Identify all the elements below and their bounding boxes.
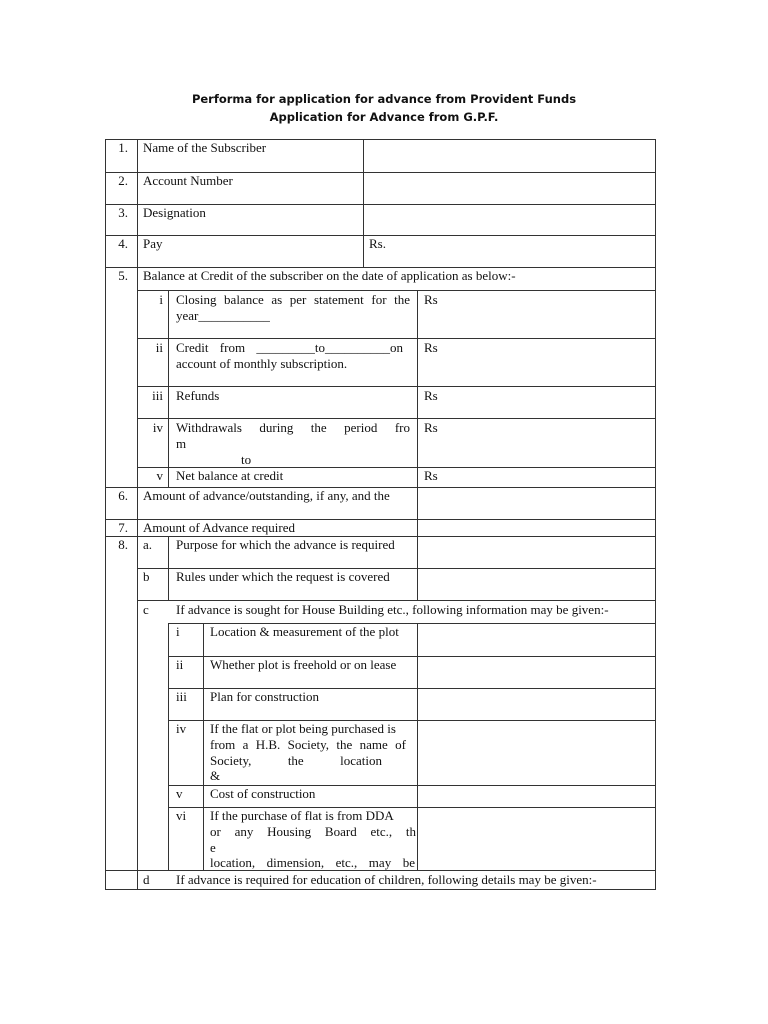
society-details-field[interactable] — [418, 721, 655, 785]
dda-purchase-line2: or any Housing Board etc., th — [210, 824, 416, 839]
balance-item-iv-number: iv — [152, 420, 163, 435]
withdrawals-label-line2: m — [176, 436, 187, 451]
form-subtitle: Application for Advance from G.P.F. — [269, 110, 499, 124]
row-7-number: 7. — [118, 520, 128, 535]
pay-field[interactable]: Rs. — [369, 236, 386, 251]
rules-label: Rules under which the request is covered — [176, 569, 390, 584]
credit-field[interactable]: Rs — [424, 340, 438, 355]
row-2-number: 2. — [118, 173, 128, 188]
subscriber-name-field[interactable] — [364, 140, 655, 172]
construction-cost-label: Cost of construction — [210, 786, 316, 801]
advance-outstanding-field[interactable] — [418, 488, 655, 519]
plot-tenure-label: Whether plot is freehold or on lease — [210, 657, 397, 672]
house-building-label: If advance is sought for House Building etc., following information may be given:- — [176, 602, 609, 617]
purpose-label: Purpose for which the advance is required — [176, 537, 395, 552]
dda-purchase-field[interactable] — [418, 808, 655, 870]
row-8a-number: a. — [143, 537, 153, 552]
construction-plan-label: Plan for construction — [210, 689, 320, 704]
plot-tenure-field[interactable] — [418, 657, 655, 688]
net-balance-label: Net balance at credit — [176, 468, 284, 483]
closing-balance-year-line: year___________ — [176, 308, 270, 323]
subscriber-name-label: Name of the Subscriber — [143, 140, 267, 155]
pay-label: Pay — [143, 236, 163, 251]
plot-location-field[interactable] — [418, 624, 655, 656]
education-label: If advance is required for education of children, following details may be given:- — [176, 872, 597, 887]
withdrawals-to-label: to — [241, 452, 252, 467]
row-4-number: 4. — [118, 236, 128, 251]
balance-item-iii-number: iii — [152, 388, 163, 403]
credit-from-label-line2: account of monthly subscription. — [176, 356, 348, 371]
balance-item-v-number: v — [156, 468, 163, 483]
house-item-ii-number: ii — [176, 657, 184, 672]
refunds-label: Refunds — [176, 388, 220, 403]
account-number-label: Account Number — [143, 173, 233, 188]
row-6-number: 6. — [118, 488, 128, 503]
refunds-field[interactable]: Rs — [424, 388, 438, 403]
dda-purchase-label: If the purchase of flat is from DDA — [210, 808, 394, 823]
row-1-number: 1. — [118, 140, 128, 155]
net-balance-field[interactable]: Rs — [424, 468, 438, 483]
row-8-number: 8. — [118, 537, 128, 552]
designation-field[interactable] — [364, 205, 655, 235]
row-5-number: 5. — [118, 268, 128, 283]
advance-required-field[interactable] — [418, 520, 655, 536]
credit-from-label: Credit from _________to__________on — [176, 340, 403, 355]
withdrawals-label: Withdrawals during the period fro — [176, 420, 410, 435]
society-details-line3: Society, the location — [210, 753, 382, 768]
plot-location-label: Location & measurement of the plot — [210, 624, 399, 639]
row-8c-number: c — [143, 602, 149, 617]
form-title: Performa for application for advance from Provident Funds — [191, 92, 577, 106]
society-details-label: If the flat or plot being purchased is — [210, 721, 396, 736]
house-item-v-number: v — [176, 786, 183, 801]
balance-item-i-number: i — [159, 292, 163, 307]
society-details-line2: from a H.B. Society, the name of — [210, 737, 406, 752]
house-item-iv-number: iv — [176, 721, 187, 736]
balance-at-credit-label: Balance at Credit of the subscriber on the date of application as below:- — [143, 268, 516, 283]
house-item-iii-number: iii — [176, 689, 187, 704]
house-item-i-number: i — [176, 624, 180, 639]
row-8d-number: d — [143, 872, 150, 887]
dda-purchase-line4: location, dimension, etc., may be — [210, 855, 415, 870]
construction-cost-field[interactable] — [418, 786, 655, 807]
dda-purchase-line3: e — [210, 840, 216, 855]
balance-item-ii-number: ii — [155, 340, 163, 355]
account-number-field[interactable] — [364, 173, 655, 204]
closing-balance-field[interactable]: Rs — [424, 292, 438, 307]
advance-required-label: Amount of Advance required — [143, 520, 295, 535]
purpose-field[interactable] — [418, 537, 655, 568]
construction-plan-field[interactable] — [418, 689, 655, 720]
closing-balance-label: Closing balance as per statement for the — [176, 292, 410, 307]
row-3-number: 3. — [118, 205, 128, 220]
rules-field[interactable] — [418, 569, 655, 600]
designation-label: Designation — [143, 205, 206, 220]
withdrawals-field[interactable]: Rs — [424, 420, 438, 435]
advance-outstanding-label: Amount of advance/outstanding, if any, and the — [143, 488, 390, 503]
row-8b-number: b — [143, 569, 150, 584]
house-item-vi-number: vi — [176, 808, 187, 823]
society-details-line4: & — [210, 768, 221, 783]
